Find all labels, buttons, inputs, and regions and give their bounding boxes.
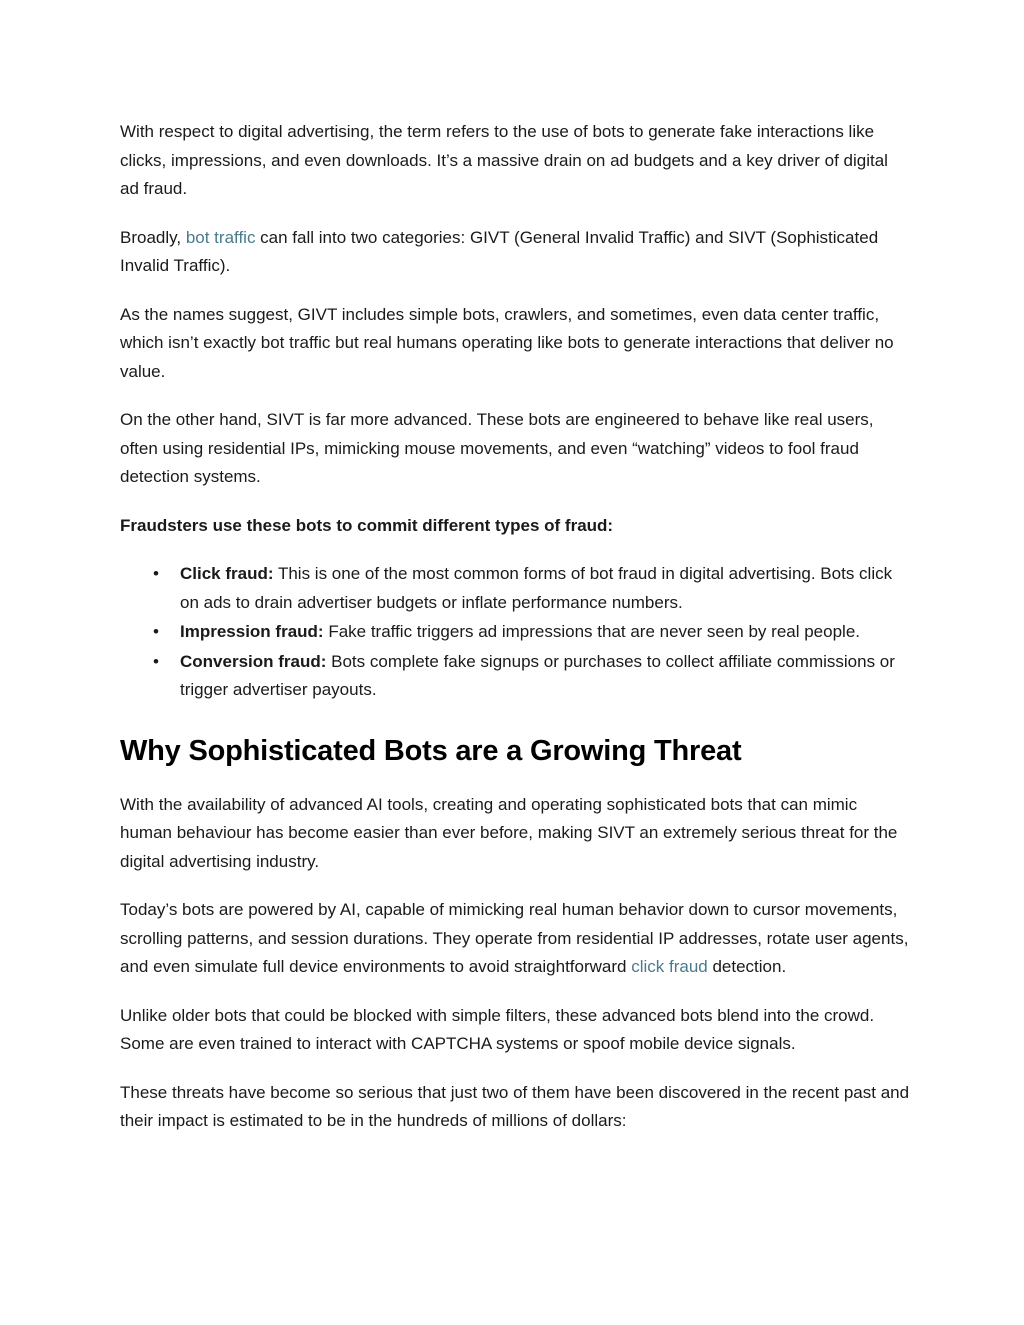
list-item-text: Bots complete fake signups or purchases to collect affiliate commissions or trigger advertiser payouts.	[180, 651, 895, 699]
paragraph-intro: With respect to digital advertising, the term refers to the use of bots to generate fake interactions like clicks, impressions, and even downloads. It’s a massive drain on ad budgets and a key driver of digital ad fraud.	[120, 122, 888, 198]
paragraph-categories-lead: Broadly,	[120, 227, 186, 247]
click-fraud-link[interactable]: click fraud	[631, 957, 708, 976]
document-page	[120, 118, 910, 1136]
bullet-icon: •	[153, 622, 159, 641]
bullet-icon: •	[153, 651, 159, 671]
paragraph-older-bots: Unlike older bots that could be blocked with simple filters, these advanced bots blend into the crowd. Some are even trained to interact with CAPTCHA systems or spoof mobile device signals.	[120, 1005, 875, 1053]
list-item-term: Click fraud:	[180, 564, 274, 583]
paragraph-ai-tools: With the availability of advanced AI tools, creating and operating sophisticated bots that can mimic human behaviour has become easier than ever before, making SIVT an extremely serious threat for the digital advertising industry.	[120, 794, 898, 871]
bullet-icon: •	[153, 564, 159, 583]
paragraph-threats: These threats have become so serious that just two of them have been discovered in the recent past and their impact is estimated to be in the hundreds of millions of dollars:	[120, 1082, 910, 1130]
list-item-term: Conversion fraud:	[180, 651, 327, 671]
paragraph-fraud-types-lead	[120, 512, 910, 541]
paragraph-ai-bots-lead: Today’s bots are powered by AI, capable of mimicking real human behavior down to cursor movements, scrolling patterns, and session durations. They operate from residential IP addresses, rotate user agents, and even simulate full device environments to avoid straightforward	[120, 900, 909, 976]
list-item-text: Fake traffic triggers ad impressions that are never seen by real people.	[323, 622, 860, 641]
list-item-text: This is one of the most common forms of bot fraud in digital advertising. Bots click on ads to drain advertiser budgets or inflate performance numbers.	[180, 564, 893, 612]
paragraph-givt: As the names suggest, GIVT includes simple bots, crawlers, and sometimes, even data center traffic, which isn’t exactly bot traffic but real humans operating like bots to generate interactions that deliver no value.	[120, 304, 894, 381]
paragraph-sivt: On the other hand, SIVT is far more advanced. These bots are engineered to behave like real users, often using residential IPs, mimicking mouse movements, and even “watching” videos to fool fraud detection systems.	[120, 410, 874, 486]
bot-traffic-link[interactable]: bot traffic	[185, 227, 256, 247]
paragraph-categories-rest: can fall into two categories: GIVT (General Invalid Traffic) and SIVT (Sophisticated Invalid Traffic).	[120, 227, 879, 275]
section-heading: Why Sophisticated Bots are a Growing Threat	[120, 734, 742, 767]
paragraph-categories	[120, 224, 910, 281]
fraud-types-list	[120, 560, 910, 705]
paragraph-ai-bots-rest: detection.	[707, 957, 787, 976]
list-item	[120, 560, 910, 617]
paragraph-ai-bots	[120, 896, 910, 982]
fraud-types-lead-bold: Fraudsters use these bots to commit different types of fraud:	[120, 515, 614, 535]
list-item	[120, 648, 910, 705]
list-item-term: Impression fraud:	[180, 622, 324, 641]
list-item	[120, 618, 910, 647]
